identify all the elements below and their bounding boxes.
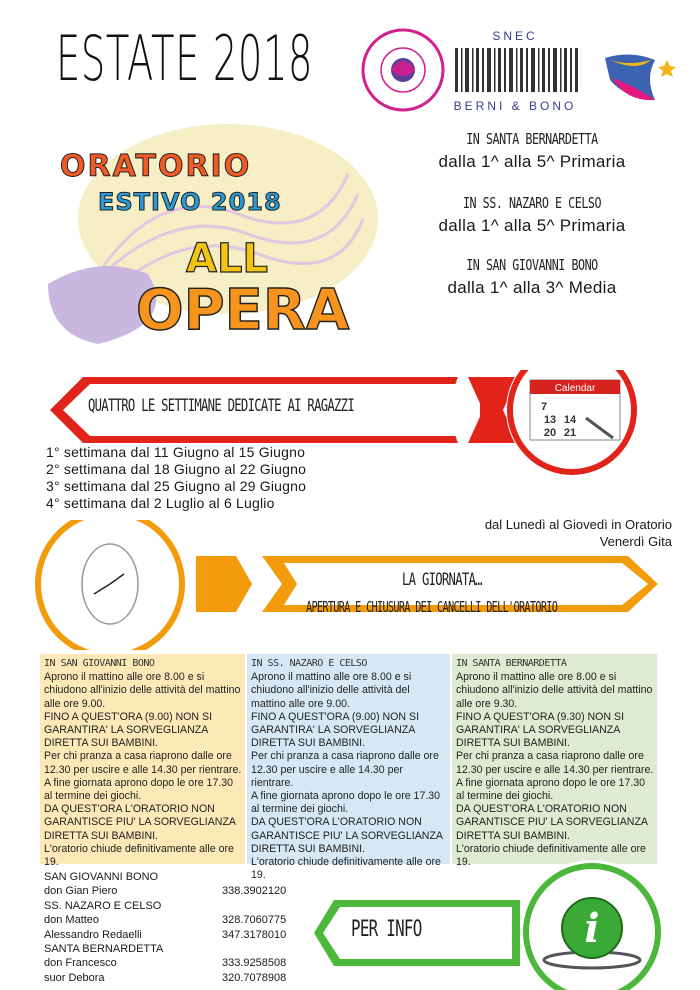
svg-text:7: 7	[540, 401, 548, 413]
svg-text:20: 20	[543, 427, 557, 439]
contact-label: don Francesco	[44, 957, 117, 970]
column-title: IN SAN GIOVANNI BONO	[44, 658, 155, 669]
weeks-list	[46, 444, 306, 512]
poster-line3	[186, 236, 268, 282]
column-paragraph: Per chi pranza a casa riaprono dalle ore 12.30 per uscire e alle 14.30 per rientrare.	[456, 750, 654, 776]
column-paragraph: L'oratorio chiude definitivamente alle ore 19.	[456, 842, 646, 869]
column-title: IN SS. NAZARO E CELSO	[251, 658, 367, 669]
weeks-banner-text: QUATTRO LE SETTIMANE DEDICATE AI RAGAZZI	[88, 396, 354, 416]
week-item: 3° settimana dal 25 Giugno al 29 Giugno	[46, 478, 307, 494]
contact-row	[44, 884, 294, 898]
contact-label: don Matteo	[44, 914, 100, 927]
week-item: 2° settimana dal 18 Giugno al 22 Giugno	[46, 461, 307, 477]
column-paragraph: FINO A QUEST'ORA (9.00) NON SI GARANTIRA' LA SORVEGLIANZA DIRETTA SUI BAMBINI.	[44, 710, 213, 750]
column-paragraph: A fine giornata aprono dopo le ore 17.30 al termine dei giochi.	[251, 790, 441, 816]
contact-row	[44, 956, 294, 970]
column-paragraph: Aprono il mattino alle ore 8.00 e si chiudono all'inizio delle attività del mattino alle ore 9.30.	[456, 671, 653, 710]
calendar-icon	[530, 380, 620, 440]
day-banner-subtitle: APERTURA E CHIUSURA DEI CANCELLI DELL'ORATORIO	[306, 598, 558, 616]
contact-label: Alessandro Redaelli	[44, 928, 142, 941]
parish-name: IN SANTA BERNARDETTA	[466, 130, 598, 148]
column-paragraph: FINO A QUEST'ORA (9.30) NON SI GARANTIRA' LA SORVEGLIANZA DIRETTA SUI BAMBINI.	[456, 710, 625, 750]
logo-top-text: SNEC	[492, 29, 538, 43]
svg-text:21: 21	[563, 427, 577, 439]
schedule-line: Venerdì Gita	[599, 534, 672, 549]
parish-nazaro-celso	[392, 194, 672, 236]
column-paragraph: Per chi pranza a casa riaprono dalle ore 12.30 per uscire e alle 14.30 per rientrare.	[44, 750, 242, 776]
contact-phone	[222, 942, 294, 956]
contact-phone: 320.7078908	[222, 971, 287, 984]
contact-label: don Gian Piero	[44, 885, 118, 898]
barcode	[455, 48, 578, 92]
contact-label: SANTA BERNARDETTA	[44, 943, 164, 956]
contact-phone	[222, 899, 294, 913]
contact-label: SAN GIOVANNI BONO	[44, 871, 159, 883]
schedule-column-nazaro-celso	[247, 654, 450, 882]
contact-row	[44, 971, 294, 985]
contacts-list	[44, 870, 294, 985]
svg-text:14: 14	[563, 414, 577, 426]
contact-phone	[222, 870, 294, 884]
column-paragraph: L'oratorio chiude definitivamente alle ore 19.	[44, 842, 234, 869]
contact-label: suor Debora	[44, 971, 105, 984]
svg-text:ESTIVO 2018: ESTIVO 2018	[98, 188, 282, 216]
svg-text:ORATORIO: ORATORIO	[60, 149, 252, 184]
parish-range: dalla 1^ alla 5^ Primaria	[438, 152, 626, 171]
contact-phone: 347.3178010	[222, 928, 287, 941]
contact-phone: 328.7060775	[222, 914, 287, 927]
contact-row	[44, 899, 294, 913]
svg-text:Calendar: Calendar	[554, 383, 596, 394]
parish-san-giovanni-bono	[392, 256, 672, 298]
contact-phone: 333.9258508	[222, 957, 287, 970]
oratorio-estivo-poster	[38, 124, 383, 356]
poster-line1	[60, 149, 251, 184]
parish-range: dalla 1^ alla 5^ Primaria	[438, 216, 626, 235]
svg-text:ALL: ALL	[186, 236, 268, 282]
parish-range: dalla 1^ alla 3^ Media	[447, 278, 617, 297]
svg-text:i: i	[584, 905, 600, 952]
schedule-column-san-giovanni-bono	[40, 654, 245, 869]
column-paragraph: Aprono il mattino alle ore 8.00 e si chiudono all'inizio delle attività del mattino alle ore 9.00.	[251, 671, 412, 710]
poster-line2	[98, 188, 282, 216]
column-paragraph: A fine giornata aprono dopo le ore 17.30 al termine dei giochi.	[44, 776, 234, 803]
column-paragraph: L'oratorio chiude definitivamente alle ore 19.	[251, 856, 441, 882]
contact-label: SS. NAZARO E CELSO	[44, 899, 162, 912]
contact-row	[44, 870, 294, 884]
column-paragraph: DA QUEST'ORA L'ORATORIO NON GARANTISCE PIU' LA SORVEGLIANZA DIRETTA SUI BAMBINI.	[251, 816, 443, 855]
svg-text:13: 13	[543, 414, 557, 426]
info-banner-text: PER INFO	[351, 917, 422, 942]
contact-row	[44, 928, 294, 942]
contact-phone: 338.3902120	[222, 885, 287, 898]
contact-row	[44, 942, 294, 956]
schedule-column-santa-bernardetta	[452, 654, 657, 869]
svg-text:OPERA: OPERA	[136, 278, 350, 343]
column-paragraph: DA QUEST'ORA L'ORATORIO NON GARANTISCE PIU' LA SORVEGLIANZA DIRETTA SUI BAMBINI.	[44, 803, 236, 842]
oratori-logo	[355, 20, 685, 120]
column-title: IN SANTA BERNARDETTA	[456, 658, 567, 669]
week-item: 1° settimana dal 11 Giugno al 15 Giugno	[46, 444, 306, 460]
column-paragraph: FINO A QUEST'ORA (9.00) NON SI GARANTIRA' LA SORVEGLIANZA DIRETTA SUI BAMBINI.	[251, 710, 420, 750]
contact-row	[44, 913, 294, 927]
column-paragraph: Per chi pranza a casa riaprono dalle ore 12.30 per uscire e alle 14.30 per rientrare.	[251, 750, 439, 789]
page-title: ESTATE 2018	[56, 22, 314, 95]
parish-name: IN SS. NAZARO E CELSO	[462, 194, 602, 212]
day-banner	[0, 520, 700, 650]
column-paragraph: DA QUEST'ORA L'ORATORIO NON GARANTISCE PIU' LA SORVEGLIANZA DIRETTA SUI BAMBINI.	[456, 803, 648, 842]
week-item: 4° settimana dal 2 Luglio al 6 Luglio	[46, 495, 275, 511]
day-banner-title: LA GIORNATA…	[402, 570, 482, 590]
parish-santa-bernardetta	[392, 130, 672, 172]
column-paragraph: Aprono il mattino alle ore 8.00 e si chiudono all'inizio delle attività del mattino alle ore 9.00.	[44, 671, 241, 710]
parish-name: IN SAN GIOVANNI BONO	[466, 256, 598, 274]
column-paragraph: A fine giornata aprono dopo le ore 17.30 al termine dei giochi.	[456, 776, 646, 803]
bird-icon	[605, 54, 676, 100]
logo-bottom-text: BERNI & BONO	[453, 99, 577, 113]
schedule-line: dal Lunedì al Giovedì in Oratorio	[484, 517, 672, 532]
poster-line4	[136, 278, 350, 343]
